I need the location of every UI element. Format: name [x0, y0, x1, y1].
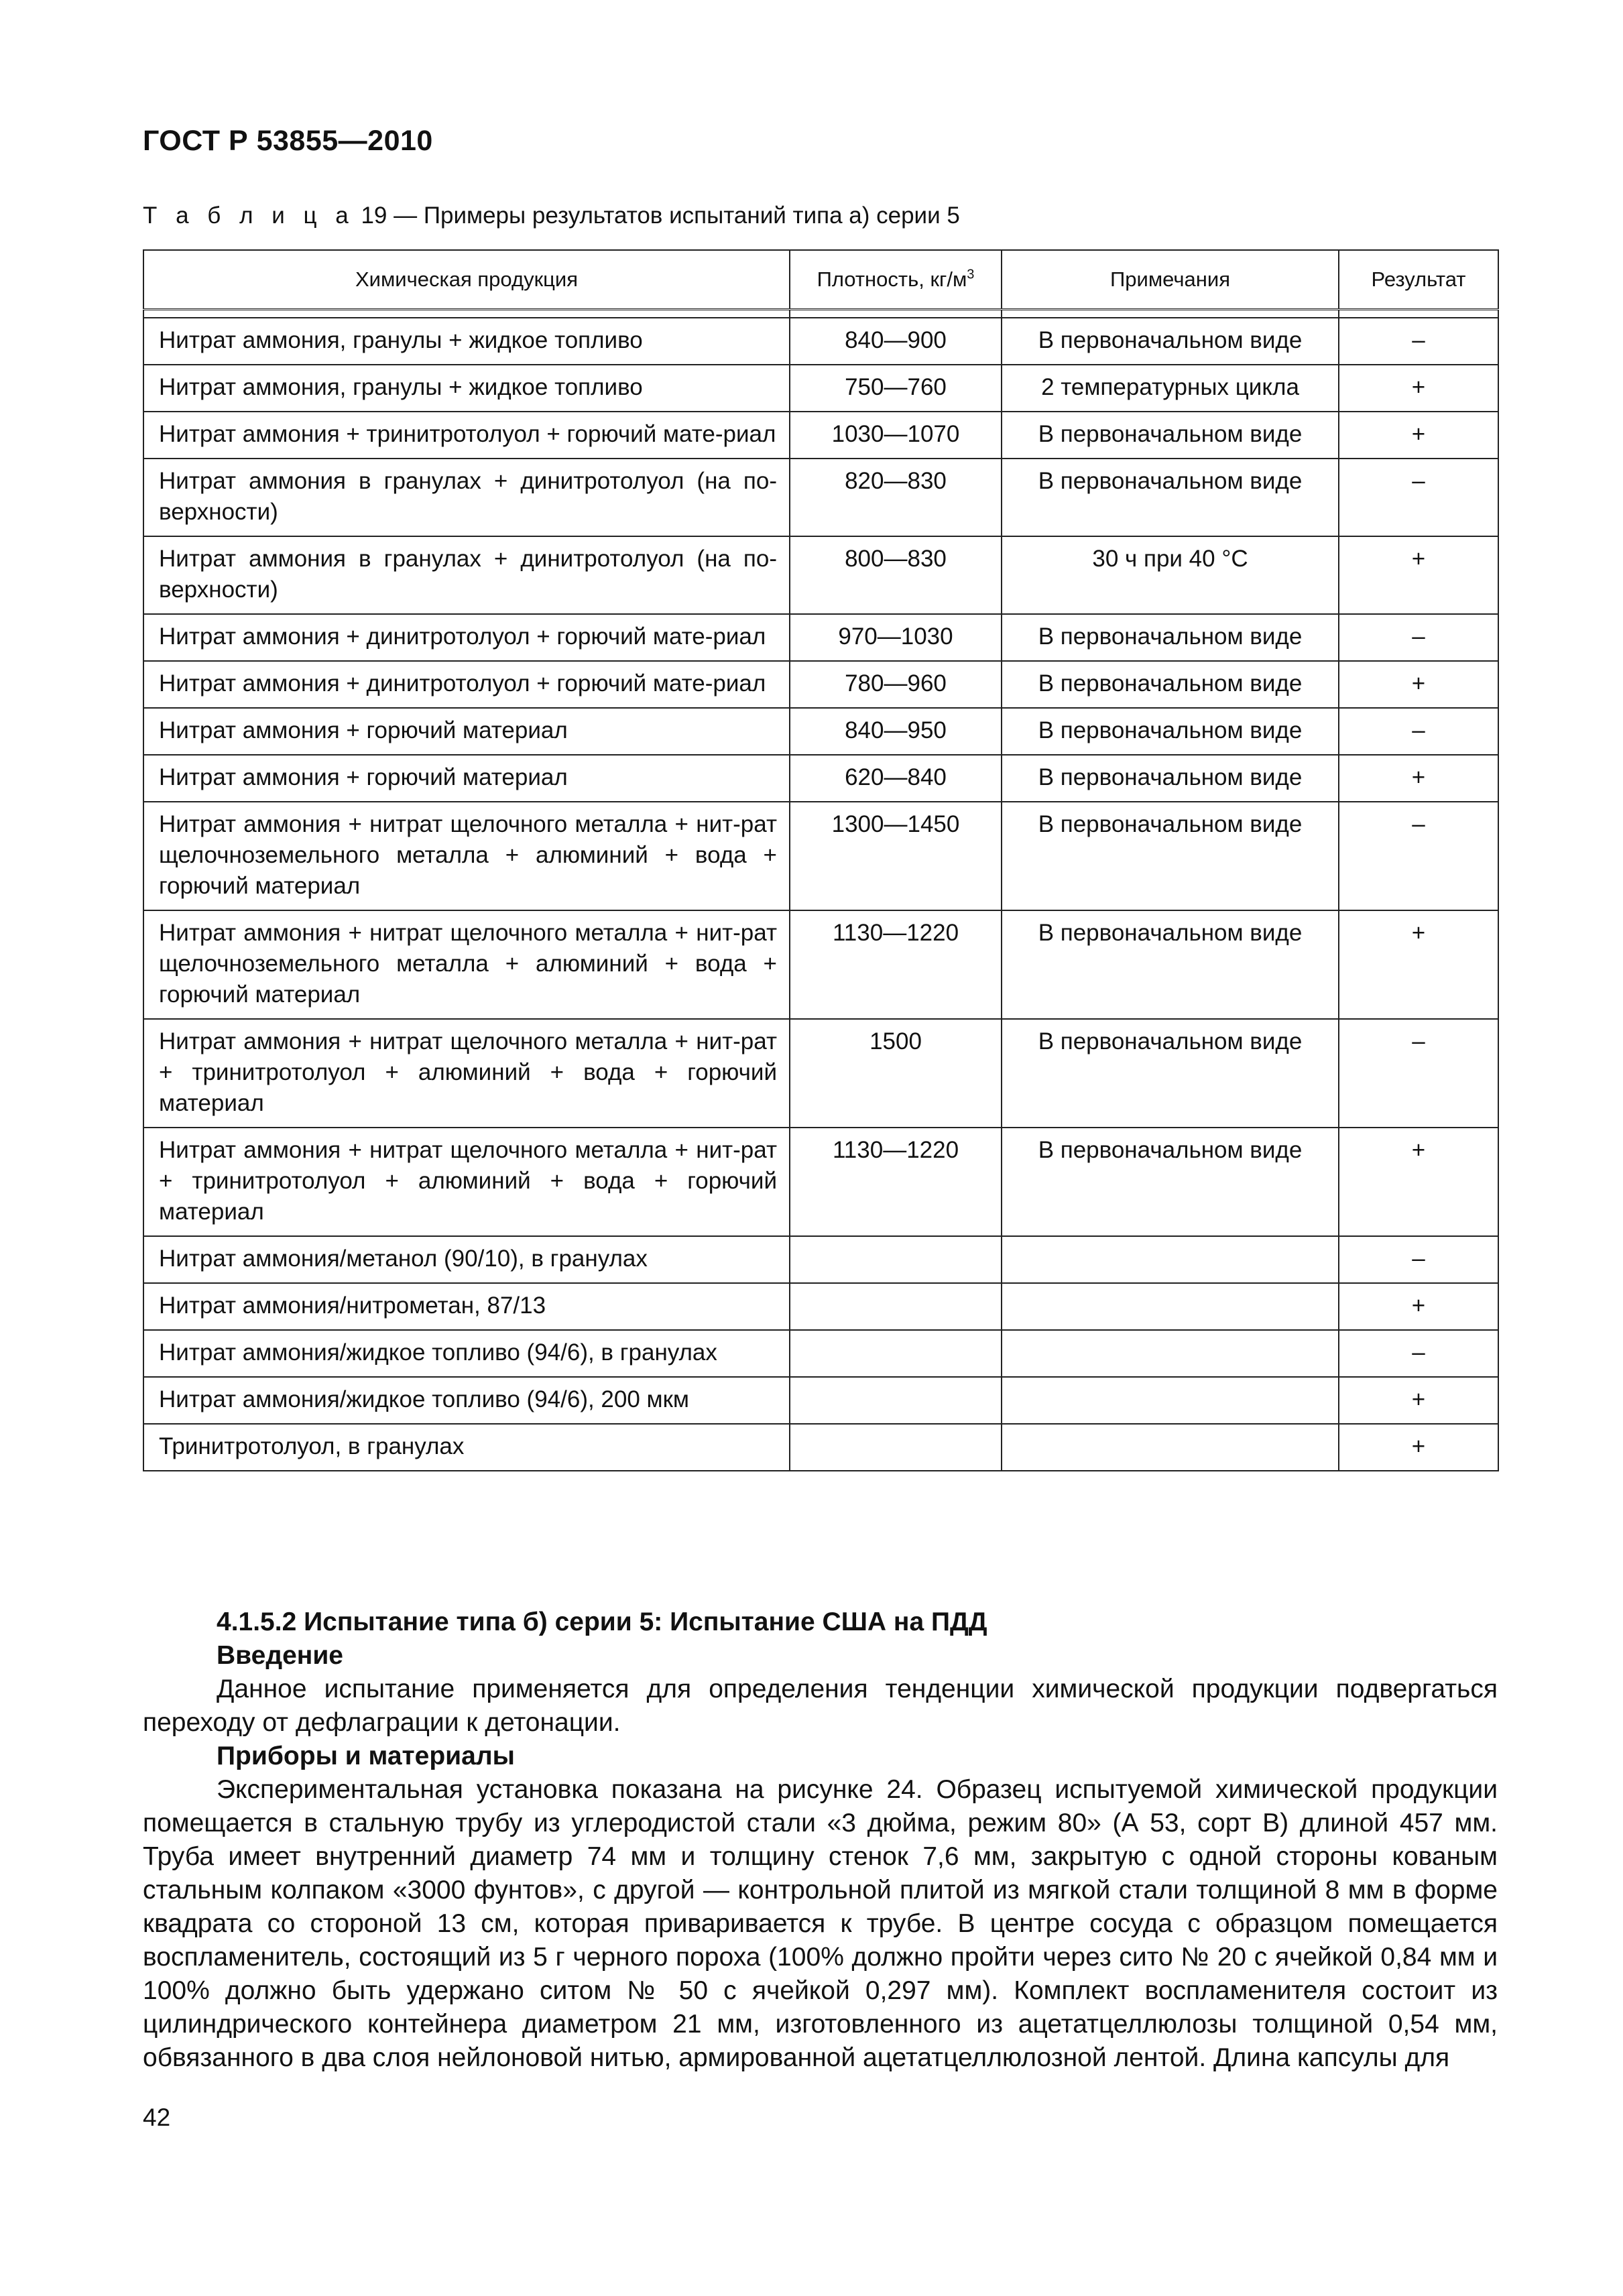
cell-result: –: [1339, 708, 1498, 755]
cell-product: Нитрат аммония, гранулы + жидкое топливо: [143, 318, 790, 365]
table-row: [143, 1283, 1498, 1330]
table-row: [143, 412, 1498, 459]
cell-density: [790, 1236, 1002, 1283]
cell-notes: [1002, 1283, 1339, 1330]
cell-product: Нитрат аммония + нитрат щелочного металла + нит-рат + тринитротолуол + алюминий + вода + горючий материал: [143, 1128, 790, 1236]
cell-density: 800—830: [790, 536, 1002, 614]
table-row: [143, 614, 1498, 661]
cell-notes: В первоначальном виде: [1002, 318, 1339, 365]
intro-paragraph: Данное испытание применяется для определения тенденции химической продукции подвергаться переходу от дефлаграции к детонации.: [143, 1675, 1498, 1737]
cell-density: 1030—1070: [790, 412, 1002, 459]
table-caption-text: 19 — Примеры результатов испытаний типа а) серии 5: [361, 202, 960, 229]
table-row: [143, 536, 1498, 614]
cell-density: 750—760: [790, 365, 1002, 412]
table-body: [143, 310, 1498, 1471]
cell-result: +: [1339, 1283, 1498, 1330]
cell-result: –: [1339, 1330, 1498, 1377]
table-row: [143, 1424, 1498, 1471]
cell-density: 1300—1450: [790, 802, 1002, 910]
cell-density: 620—840: [790, 755, 1002, 802]
cell-notes: [1002, 1236, 1339, 1283]
table-row: [143, 802, 1498, 910]
table-row: [143, 755, 1498, 802]
cell-product: Нитрат аммония + горючий материал: [143, 708, 790, 755]
cell-notes: В первоначальном виде: [1002, 459, 1339, 536]
page-number: 42: [143, 2104, 171, 2131]
cell-density: 1500: [790, 1019, 1002, 1128]
cell-notes: 2 температурных цикла: [1002, 365, 1339, 412]
cell-product: Нитрат аммония + динитротолуол + горючий мате-риал: [143, 661, 790, 708]
cell-notes: В первоначальном виде: [1002, 755, 1339, 802]
cell-notes: В первоначальном виде: [1002, 614, 1339, 661]
cell-density: 820—830: [790, 459, 1002, 536]
cell-density: 1130—1220: [790, 1128, 1002, 1236]
cell-product: Нитрат аммония + динитротолуол + горючий мате-риал: [143, 614, 790, 661]
column-header-result: Результат: [1339, 250, 1498, 310]
table-row: [143, 1236, 1498, 1283]
table-row: [143, 708, 1498, 755]
cell-result: +: [1339, 365, 1498, 412]
table-row: [143, 318, 1498, 365]
cell-notes: В первоначальном виде: [1002, 802, 1339, 910]
cell-density: 1130—1220: [790, 910, 1002, 1019]
intro-heading: Введение: [217, 1641, 343, 1670]
cell-density: 780—960: [790, 661, 1002, 708]
table-row: [143, 459, 1498, 536]
cell-product: Нитрат аммония + тринитротолуол + горючий мате-риал: [143, 412, 790, 459]
cell-notes: [1002, 1377, 1339, 1424]
cell-product: Нитрат аммония + нитрат щелочного металла + нит-рат щелочноземельного металла + алюминий + вода + горючий материал: [143, 802, 790, 910]
table-row: [143, 910, 1498, 1019]
table-caption: [143, 202, 960, 229]
cell-notes: В первоначальном виде: [1002, 708, 1339, 755]
cell-notes: В первоначальном виде: [1002, 1019, 1339, 1128]
column-header-notes: Примечания: [1002, 250, 1339, 310]
cell-notes: [1002, 1330, 1339, 1377]
cell-density: 840—950: [790, 708, 1002, 755]
cell-density: [790, 1377, 1002, 1424]
cell-product: Тринитротолуол, в гранулах: [143, 1424, 790, 1471]
table-row: [143, 661, 1498, 708]
cell-product: Нитрат аммония/нитрометан, 87/13: [143, 1283, 790, 1330]
cell-result: +: [1339, 1424, 1498, 1471]
cell-density: [790, 1424, 1002, 1471]
cell-result: –: [1339, 802, 1498, 910]
column-header-density: [790, 250, 1002, 310]
cell-product: Нитрат аммония в гранулах + динитротолуол (на по-верхности): [143, 459, 790, 536]
cell-result: –: [1339, 1019, 1498, 1128]
header-separator-row: [143, 310, 1498, 318]
table-caption-label: Т а б л и ц а: [143, 202, 355, 229]
cell-result: –: [1339, 1236, 1498, 1283]
cell-density: 970—1030: [790, 614, 1002, 661]
materials-heading: Приборы и материалы: [217, 1742, 515, 1770]
cell-product: Нитрат аммония/метанол (90/10), в гранулах: [143, 1236, 790, 1283]
cell-notes: 30 ч при 40 °C: [1002, 536, 1339, 614]
table-header-row: [143, 250, 1498, 310]
cell-product: Нитрат аммония/жидкое топливо (94/6), 200 мкм: [143, 1377, 790, 1424]
cell-result: +: [1339, 1377, 1498, 1424]
cell-product: Нитрат аммония, гранулы + жидкое топливо: [143, 365, 790, 412]
cell-result: +: [1339, 1128, 1498, 1236]
density-unit-superscript: 3: [967, 267, 975, 282]
cell-product: Нитрат аммония + нитрат щелочного металла + нит-рат щелочноземельного металла + алюминий + вода + горючий материал: [143, 910, 790, 1019]
document-header: ГОСТ Р 53855—2010: [143, 125, 433, 157]
table-row: [143, 1330, 1498, 1377]
cell-result: +: [1339, 412, 1498, 459]
cell-product: Нитрат аммония + нитрат щелочного металла + нит-рат + тринитротолуол + алюминий + вода + горючий материал: [143, 1019, 790, 1128]
cell-result: +: [1339, 661, 1498, 708]
section-4-1-5-2: [143, 1606, 1498, 2075]
materials-paragraph: Экспериментальная установка показана на рисунке 24. Образец испытуемой химической продукции помещается в стальную трубу из углеродистой стали «3 дюйма, режим 80» (А 53, сорт В) длиной 457 мм. Труба имеет внутренний диаметр 74 мм и толщину стенок 7,6 мм, закрытую с одной стороны кованым стальным колпаком «3000 фунтов», с другой — контрольной плитой из мягкой стали толщиной 8 мм в форме квадрата со стороной 13 см, которая приваривается к трубе. В центре сосуда с образцом помещается воспламенитель, состоящий из 5 г черного пороха (100% должно пройти через сито № 20 с ячейкой 0,84 мм и 100% должно быть удержано ситом № 50 с ячейкой 0,297 мм). Комплект воспламенителя состоит из цилиндрического контейнера диаметром 21 мм, изготовленного из ацетатцеллюлозы толщиной 0,54 мм, обвязанного в два слоя нейлоновой нитью, армированной ацетатцеллюлозной лентой. Длина капсулы для: [143, 1775, 1498, 2072]
cell-product: Нитрат аммония/жидкое топливо (94/6), в гранулах: [143, 1330, 790, 1377]
cell-result: –: [1339, 614, 1498, 661]
cell-product: Нитрат аммония + горючий материал: [143, 755, 790, 802]
column-header-product: Химическая продукция: [143, 250, 790, 310]
results-table: [143, 249, 1499, 1471]
cell-product: Нитрат аммония в гранулах + динитротолуол (на по-верхности): [143, 536, 790, 614]
cell-notes: [1002, 1424, 1339, 1471]
cell-result: +: [1339, 536, 1498, 614]
section-title: 4.1.5.2 Испытание типа б) серии 5: Испытание США на ПДД: [217, 1608, 987, 1636]
cell-density: [790, 1283, 1002, 1330]
cell-result: +: [1339, 755, 1498, 802]
cell-density: 840—900: [790, 318, 1002, 365]
table-row: [143, 1019, 1498, 1128]
cell-result: –: [1339, 318, 1498, 365]
cell-notes: В первоначальном виде: [1002, 412, 1339, 459]
table-row: [143, 365, 1498, 412]
table-row: [143, 1377, 1498, 1424]
cell-result: –: [1339, 459, 1498, 536]
cell-result: +: [1339, 910, 1498, 1019]
cell-notes: В первоначальном виде: [1002, 661, 1339, 708]
cell-notes: В первоначальном виде: [1002, 1128, 1339, 1236]
cell-density: [790, 1330, 1002, 1377]
table-row: [143, 1128, 1498, 1236]
cell-notes: В первоначальном виде: [1002, 910, 1339, 1019]
density-header-text: Плотность, кг/м: [817, 267, 967, 291]
